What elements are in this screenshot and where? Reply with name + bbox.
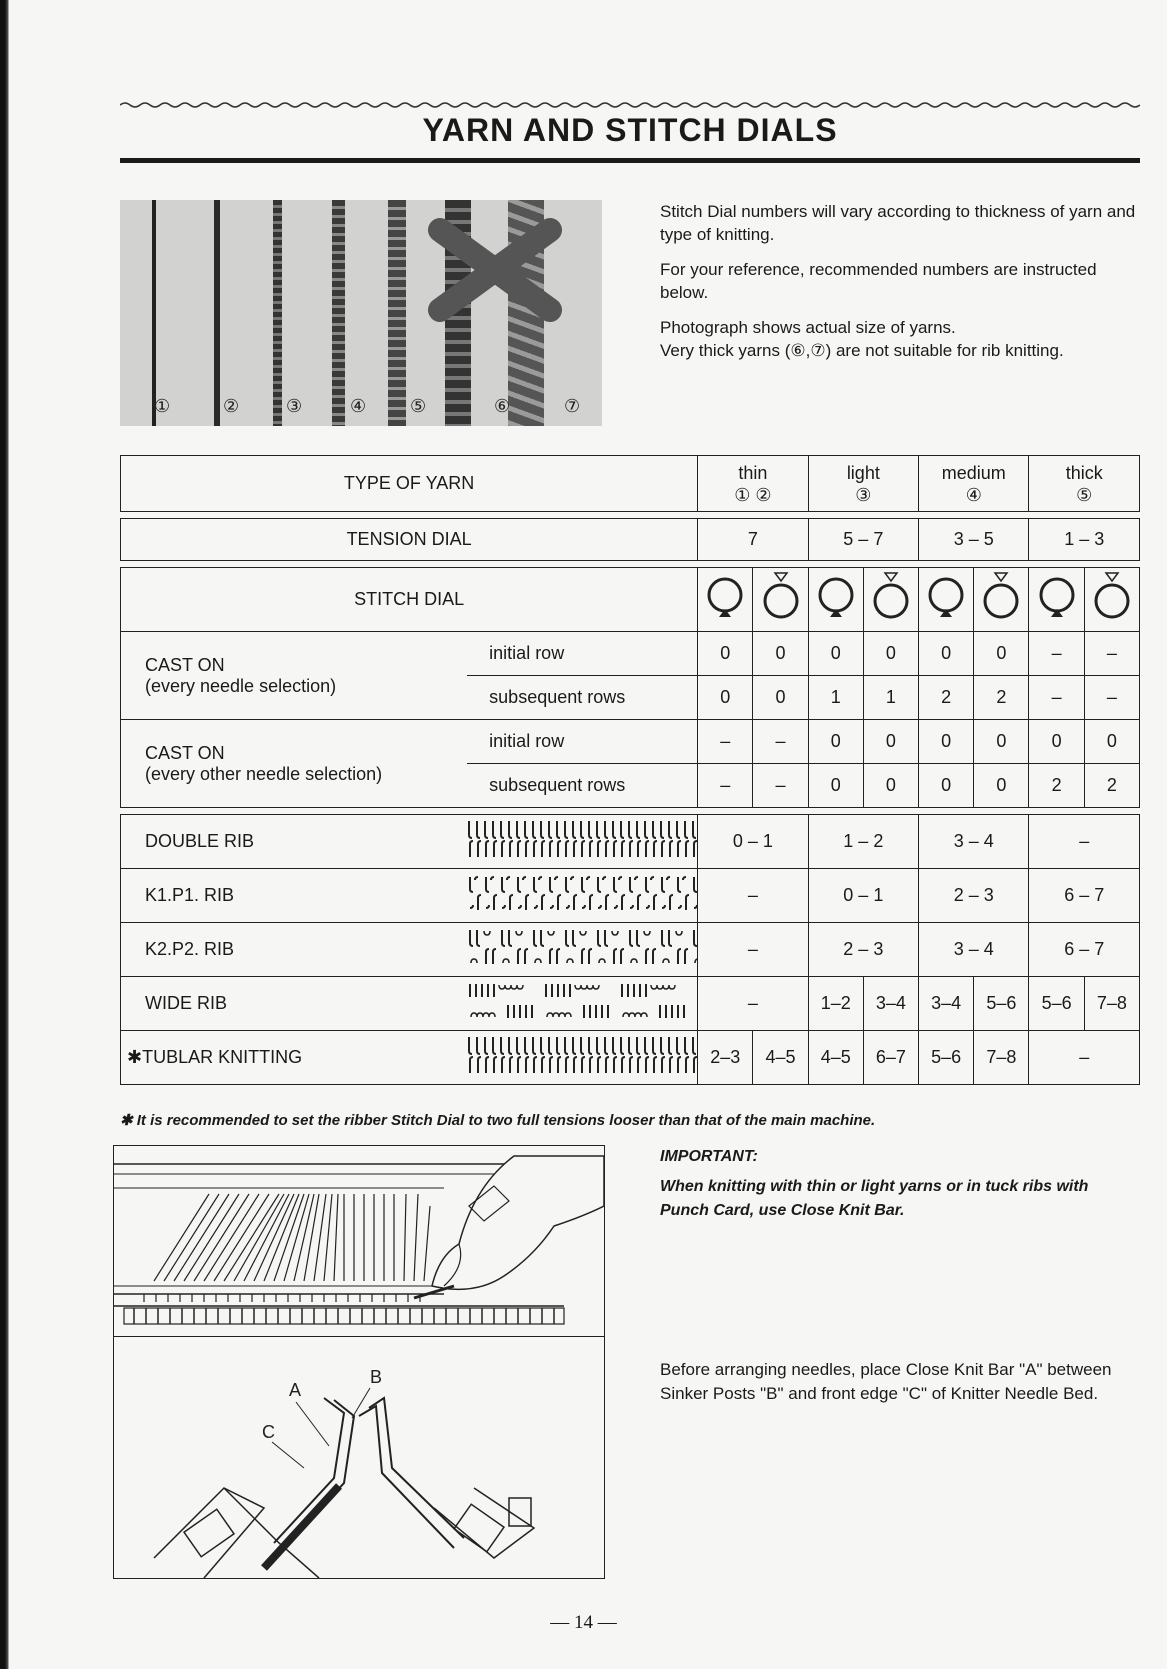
value-cell: 0 [863,720,918,764]
yarn-group-light: light ③ [808,456,918,512]
page-title: YARN AND STITCH DIALS [422,112,838,148]
value-cell: – [753,764,808,808]
label-a: A [289,1380,302,1400]
tension-dial-label: TENSION DIAL [121,519,698,561]
value-cell: 2 [1084,764,1139,808]
value-cell: 6–7 [863,1031,918,1085]
important-text: When knitting with thin or light yarns or in tuck ribs with Punch Card, use Close Knit Bar. [660,1178,1089,1219]
value-cell: 2–3 [698,1031,753,1085]
value-cell: 0 [974,764,1029,808]
subsequent-rows-label: subsequent rows [467,676,698,720]
double-rib-pattern-icon [467,815,698,869]
intro-text [660,200,1140,362]
yarn-2 [214,200,220,426]
value-cell: 4–5 [808,1031,863,1085]
wide-rib-pattern-icon [467,977,698,1031]
value-cell: 1 [863,676,918,720]
value-cell: 0 [919,720,974,764]
value-cell: 7–8 [974,1031,1029,1085]
yarn-label-7: ⑦ [564,396,581,416]
value-cell: 0 [919,632,974,676]
value-cell: 0 – 1 [698,815,808,869]
yarn-photograph [120,200,602,426]
intro-paragraph-1: Stitch Dial numbers will vary according to thickness of yarn and type of knitting. [660,202,1136,244]
value-cell: 3–4 [919,977,974,1031]
value-cell: 1–2 [808,977,863,1031]
label-b: B [370,1367,383,1387]
cast-on-every-other-initial-row [121,720,1140,764]
value-cell: 0 [753,676,808,720]
value-cell: – [1084,676,1139,720]
dial-female-icon [808,568,863,632]
value-cell: 4–5 [753,1031,808,1085]
dial-female-icon [919,568,974,632]
value-cell: – [1029,815,1140,869]
page-number: — 14 — [550,1612,617,1633]
yarn-label-5: ⑤ [410,396,427,416]
yarn-4 [332,200,345,426]
value-cell: 2 – 3 [919,869,1029,923]
value-cell: 0 [753,632,808,676]
value-cell: – [753,720,808,764]
yarn-label-2: ② [223,396,240,416]
value-cell: 1 – 2 [808,815,918,869]
value-cell: 3 – 4 [919,923,1029,977]
close-knit-bar-illustration [113,1145,605,1579]
dial-male-icon [753,568,808,632]
tension-thick: 1 – 3 [1029,519,1140,561]
type-of-yarn-label: TYPE OF YARN [121,456,698,512]
wide-rib-row [121,977,1140,1031]
value-cell: 0 [1084,720,1139,764]
important-heading: IMPORTANT: [660,1148,758,1165]
dial-male-icon [974,568,1029,632]
dial-female-icon [1029,568,1084,632]
value-cell: 0 [974,632,1029,676]
yarn-label-4: ④ [350,396,367,416]
value-cell: – [1084,632,1139,676]
value-cell: 3–4 [863,977,918,1031]
value-cell: 6 – 7 [1029,923,1140,977]
k1p1-rib-row [121,869,1140,923]
tubular-knitting-row [121,1031,1140,1085]
intro-thick-yarn-note: Very thick yarns (⑥,⑦) are not suitable for rib knitting. [660,341,1064,360]
value-cell: 0 [974,720,1029,764]
stitch-dial-label: STITCH DIAL [121,568,698,632]
value-cell: – [1029,676,1084,720]
k1p1-rib-pattern-icon [467,869,698,923]
yarn-type-row [121,456,1140,512]
tubular-footnote: ✱ It is recommended to set the ribber Stitch Dial to two full tensions looser than that of the main machine. [120,1112,876,1129]
value-cell: 2 [974,676,1029,720]
intro-photo-note: Photograph shows actual size of yarns. [660,318,956,337]
value-cell: – [698,764,753,808]
dial-female-icon [698,568,753,632]
value-cell: 5–6 [974,977,1029,1031]
sinker-post-detail-drawing [114,1338,604,1578]
yarn-label-6: ⑥ [494,396,511,416]
value-cell: – [698,923,808,977]
yarn-label-3: ③ [286,396,303,416]
double-rib-row [121,815,1140,869]
value-cell: 0 [1029,720,1084,764]
value-cell: 0 [698,676,753,720]
initial-row-label: initial row [467,720,698,764]
k2p2-rib-row [121,923,1140,977]
tension-light: 5 – 7 [808,519,918,561]
k2p2-rib-pattern-icon [467,923,698,977]
tubular-pattern-icon [467,1031,698,1085]
value-cell: 0 [919,764,974,808]
yarn-group-medium: medium ④ [919,456,1029,512]
value-cell: 5–6 [919,1031,974,1085]
yarn-label-1: ① [154,396,171,416]
stitch-dial-row [121,568,1140,632]
value-cell: 2 [1029,764,1084,808]
page-binding-edge [0,0,9,1669]
figure-divider [114,1336,604,1337]
value-cell: – [1029,1031,1140,1085]
label-c: C [262,1422,275,1442]
value-cell: 0 [808,720,863,764]
dial-male-icon [863,568,918,632]
value-cell: 2 [919,676,974,720]
tubular-knitting-label: ✱TUBLAR KNITTING [121,1031,468,1085]
value-cell: 3 – 4 [919,815,1029,869]
initial-row-label: initial row [467,632,698,676]
k1p1-rib-label: K1.P1. RIB [121,869,468,923]
value-cell: 7–8 [1084,977,1139,1031]
title-rule [120,158,1140,163]
yarn-group-thick: thick ⑤ [1029,456,1140,512]
before-arranging-text: Before arranging needles, place Close Knit Bar "A" between Sinker Posts "B" and front edge "C" of Knitter Needle Bed. [660,1360,1112,1403]
yarn-3 [273,200,282,426]
tension-thin: 7 [698,519,808,561]
cast-on-every-needle-label: CAST ON (every needle selection) [121,632,468,720]
value-cell: 6 – 7 [1029,869,1140,923]
decorative-wavy-rule [120,101,1140,109]
value-cell: – [698,720,753,764]
value-cell: 1 [808,676,863,720]
tension-medium: 3 – 5 [919,519,1029,561]
cast-on-every-needle-initial-row [121,632,1140,676]
value-cell: 5–6 [1029,977,1084,1031]
double-rib-label: DOUBLE RIB [121,815,468,869]
yarn-5 [388,200,406,426]
value-cell: 0 [808,764,863,808]
intro-paragraph-2: For your reference, recommended numbers are instructed below. [660,260,1097,302]
value-cell: 0 – 1 [808,869,918,923]
stitch-dial-table [120,455,1140,1085]
value-cell: 0 [863,632,918,676]
k2p2-rib-label: K2.P2. RIB [121,923,468,977]
value-cell: – [1029,632,1084,676]
value-cell: – [698,869,808,923]
yarn-1 [152,200,156,426]
needle-bed-drawing [114,1146,604,1336]
value-cell: 0 [808,632,863,676]
value-cell: 2 – 3 [808,923,918,977]
tension-dial-row [121,519,1140,561]
not-suitable-cross-icon [420,200,570,426]
intro-paragraph-3 [660,316,1140,362]
value-cell: 0 [698,632,753,676]
value-cell: – [698,977,808,1031]
subsequent-rows-label: subsequent rows [467,764,698,808]
cast-on-every-other-needle-label: CAST ON (every other needle selection) [121,720,468,808]
dial-male-icon [1084,568,1139,632]
yarn-group-thin: thin ① ② [698,456,808,512]
value-cell: 0 [863,764,918,808]
wide-rib-label: WIDE RIB [121,977,468,1031]
